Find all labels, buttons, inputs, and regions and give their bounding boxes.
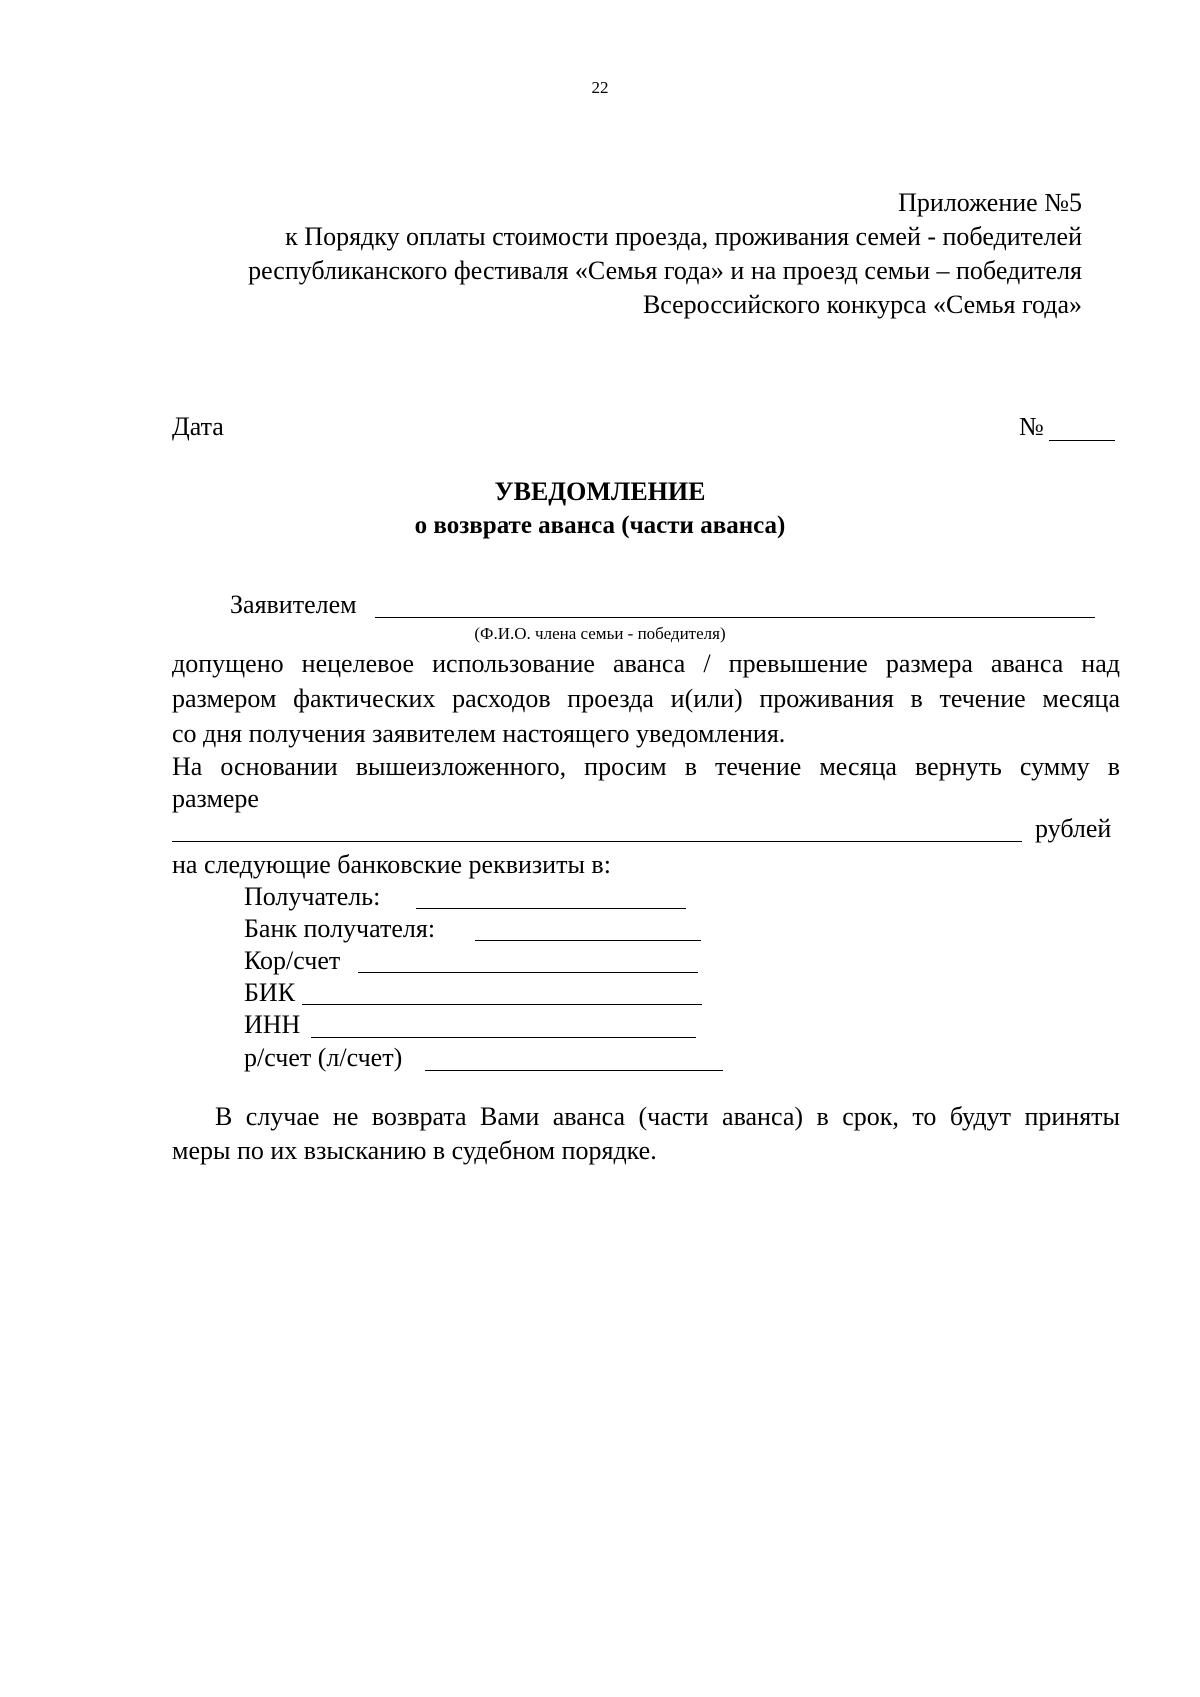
document-subtitle: о возврате аванса (части аванса) <box>414 512 786 539</box>
applicant-label: Заявителем <box>230 590 357 619</box>
body-text-line: со дня получения заявителем настоящего уведомления. <box>172 719 786 748</box>
correspondent-account-line <box>358 972 698 973</box>
settlement-account-line <box>425 1070 723 1071</box>
body-text-line: размере <box>172 784 259 813</box>
closing-text-line: меры по их взысканию в судебном порядке. <box>172 1136 657 1165</box>
body-text-line: На основании вышеизложенного, просим в течение месяца вернуть сумму в <box>172 752 1120 781</box>
bank-details-intro: на следующие банковские реквизиты в: <box>172 850 611 879</box>
bik-line <box>302 1004 702 1005</box>
inn-label: ИНН <box>244 1010 301 1039</box>
closing-text-line: В случае не возврата Вами аванса (части аванса) в срок, то будут приняты <box>215 1102 1120 1131</box>
settlement-account-label: р/счет (л/счет) <box>244 1043 403 1072</box>
bik-label: БИК <box>244 978 296 1007</box>
amount-line <box>172 841 1022 842</box>
applicant-name-line <box>375 617 1095 618</box>
recipient-label: Получатель: <box>244 882 381 911</box>
appendix-header <box>82 186 1082 322</box>
recipient-bank-line <box>475 940 701 941</box>
correspondent-account-label: Кор/счет <box>244 946 341 975</box>
body-text-line: размером фактических расходов проезда и(или) проживания в течение месяца <box>172 684 1120 713</box>
appendix-line: Приложение №5 <box>898 188 1082 217</box>
number-field-line <box>1049 440 1115 441</box>
number-label: № <box>1019 412 1044 441</box>
rubles-label: рублей <box>1035 814 1112 843</box>
page-number: 22 <box>591 78 609 97</box>
inn-line <box>311 1037 696 1038</box>
appendix-line: к Порядку оплаты стоимости проезда, проживания семей - победителей <box>285 222 1082 251</box>
appendix-line: республиканского фестиваля «Семья года» и на проезд семьи – победителя <box>248 256 1082 285</box>
recipient-line <box>416 908 686 909</box>
appendix-line: Всероссийского конкурса «Семья года» <box>642 290 1082 319</box>
date-label: Дата <box>172 412 224 441</box>
applicant-caption: (Ф.И.О. члена семьи - победителя) <box>474 624 726 643</box>
document-title: УВЕДОМЛЕНИЕ <box>494 477 706 506</box>
recipient-bank-label: Банк получателя: <box>244 914 436 943</box>
body-text-line: допущено нецелевое использование аванса / превышение размера аванса над <box>172 649 1120 678</box>
